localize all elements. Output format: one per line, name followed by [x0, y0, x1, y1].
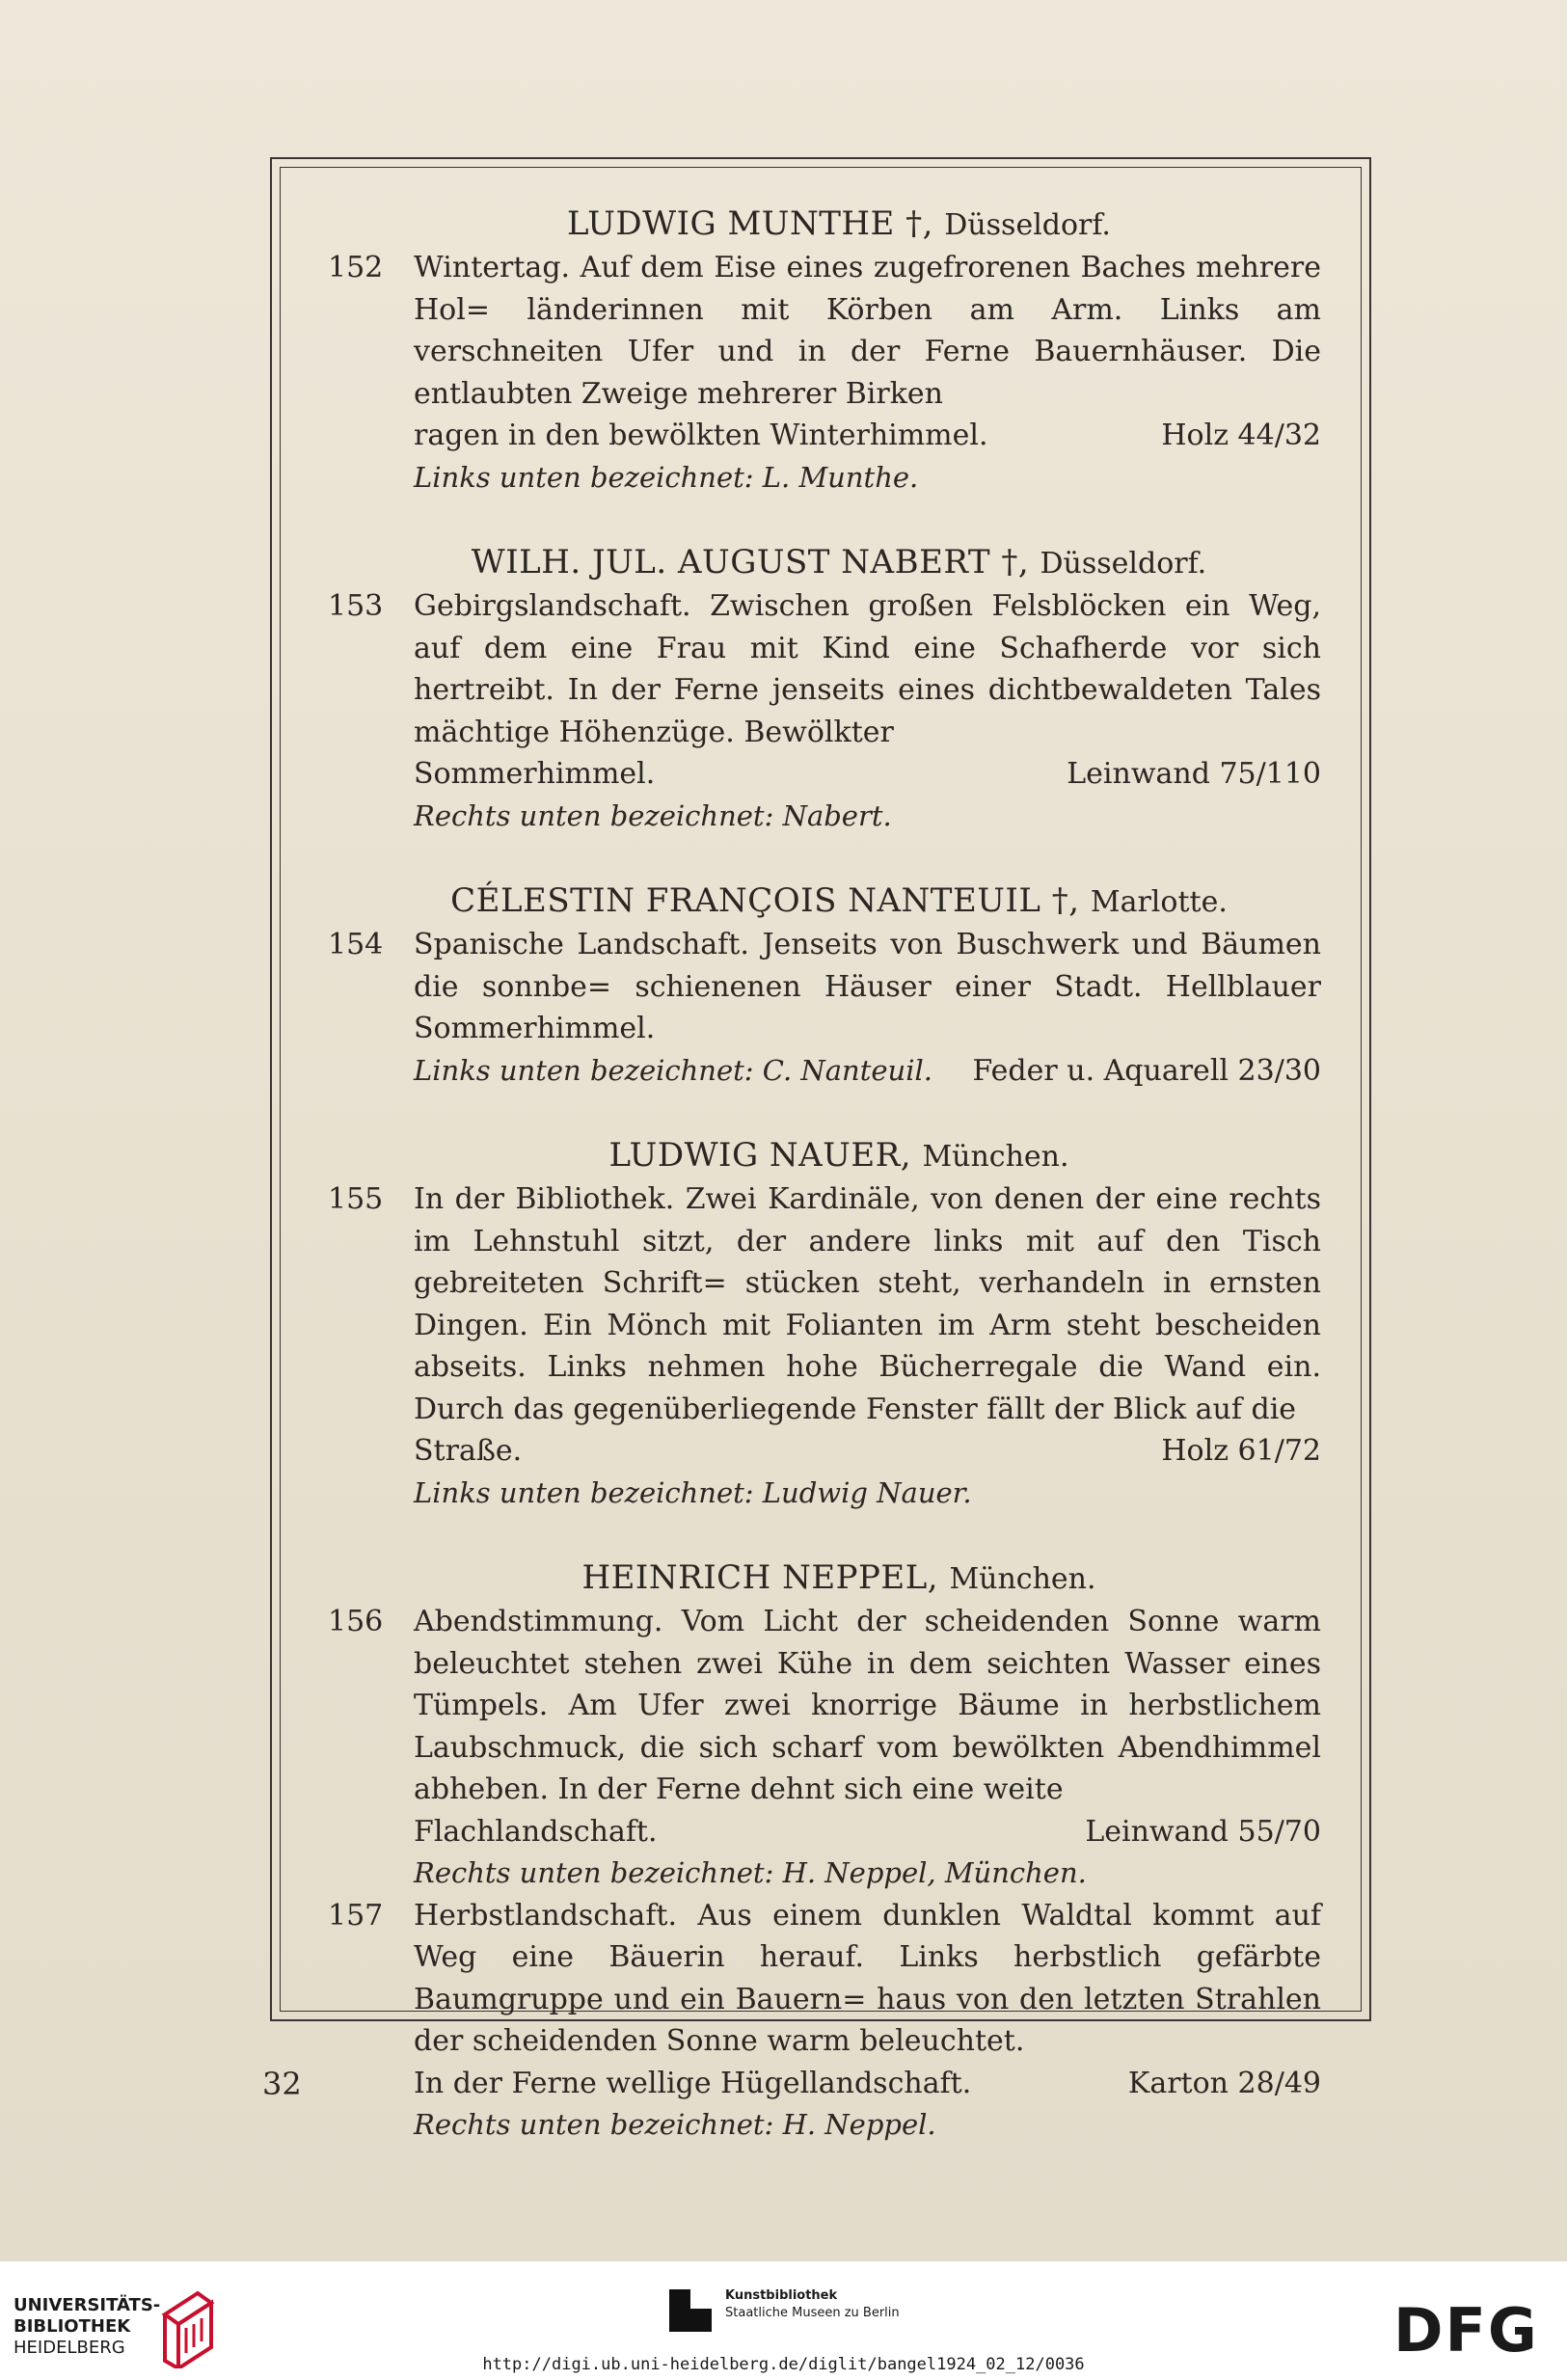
entry-number: 156	[328, 1605, 384, 1638]
entry-signature: Rechts unten bezeichnet: Nabert.	[414, 798, 892, 832]
artist-heading: WILH. JUL. AUGUST NABERT †, Düsseldorf.	[471, 543, 1207, 581]
entry-number: 157	[328, 1898, 384, 1933]
entry-medium-row: Sommerhimmel. Leinwand 75/110	[414, 753, 1321, 796]
entry-description: In der Bibliothek. Zwei Kardinäle, von denen der eine rechts im Lehnstuhl sitzt, der andere links mit auf den Tisch gebreiteten Schrift= stücken steht, verhandeln in ernsten Dingen. Ein Mönch mit Folianten im Arm steht bescheiden abseits. Links nehmen hohe Bücherregale die Wand ein. Durch das gegenüberliegende Fenster fällt der Blick auf die	[414, 1182, 1321, 1426]
page-number: 32	[262, 2066, 302, 2102]
entry-description: Abendstimmung. Vom Licht der scheidenden Sonne warm beleuchtet stehen zwei Kühe in dem seichten Wasser eines Tümpels. Am Ufer zwei knorrige Bäume in herbstlichem Laubschmuck, die sich scharf vom bewölkten Abendhimmel abheben. In der Ferne dehnt sich eine weite	[414, 1605, 1321, 1806]
artist-heading: HEINRICH NEPPEL, München.	[581, 1558, 1096, 1597]
entry-signature: Rechts unten bezeichnet: H. Neppel, München.	[414, 1856, 1087, 1889]
catalog-entry	[318, 1178, 1321, 1514]
source-url[interactable]: http://digi.ub.uni-heidelberg.de/diglit/bangel1924_02_12/0036	[482, 2355, 1085, 2374]
catalog-entry	[318, 924, 1321, 1092]
entry-description: Wintertag. Auf dem Eise eines zugefrorenen Baches mehrere Hol= länderinnen mit Körben am Arm. Links am verschneiten Ufer und in der Ferne Bauernhäuser. Die entlaubten Zweige mehrerer Birken	[414, 251, 1321, 411]
entry-medium: Holz 61/72	[1161, 1434, 1321, 1468]
catalog-entry	[318, 1895, 1321, 2147]
entry-medium-row: Flachlandschaft. Leinwand 55/70	[414, 1811, 1321, 1853]
entry-signature: Links unten bezeichnet: C. Nanteuil.	[414, 1053, 932, 1087]
entry-medium: Karton 28/49	[1127, 2066, 1321, 2100]
kunstbibliothek-logo-icon[interactable]	[665, 2285, 716, 2336]
entry-signature: Rechts unten bezeichnet: H. Neppel.	[414, 2108, 936, 2141]
catalog-entry	[318, 247, 1321, 499]
dfg-logo[interactable]: DFG	[1393, 2295, 1539, 2366]
entry-description: Gebirgslandschaft. Zwischen großen Felsblöcken ein Weg, auf dem eine Frau mit Kind eine Schafherde vor sich hertreibt. In der Ferne jenseits eines dichtbewaldeten Tales mächtige Höhenzüge. Bewölkter	[414, 589, 1321, 749]
entry-medium: Holz 44/32	[1161, 419, 1321, 452]
catalog-entry	[318, 1601, 1321, 1895]
entry-number: 152	[328, 251, 384, 284]
artist-heading: LUDWIG MUNTHE †, Düsseldorf.	[567, 204, 1111, 243]
entry-medium: Leinwand 75/110	[1067, 757, 1321, 791]
entry-medium-row: ragen in den bewölkten Winterhimmel. Holz 44/32	[414, 415, 1321, 457]
entry-medium-row	[414, 1050, 1321, 1093]
ub-heidelberg-logo-text[interactable]: UNIVERSITÄTS- BIBLIOTHEK HEIDELBERG	[14, 2295, 161, 2358]
entry-medium: Feder u. Aquarell 23/30	[972, 1053, 1321, 1088]
kunstbibliothek-logo-text[interactable]: Kunstbibliothek Staatliche Museen zu Berlin	[725, 2288, 900, 2320]
catalog-content	[318, 203, 1321, 2147]
artist-heading: LUDWIG NAUER, München.	[608, 1136, 1069, 1175]
entry-description: Herbstlandschaft. Aus einem dunklen Waldtal kommt auf Weg eine Bäuerin herauf. Links herbstlich gefärbte Baumgruppe und ein Bauern= haus von den letzten Strahlen der scheidenden Sonne warm beleuchtet.	[414, 1898, 1321, 2058]
entry-medium-row: In der Ferne wellige Hügellandschaft. Karton 28/49	[414, 2063, 1321, 2105]
artist-heading: CÉLESTIN FRANÇOIS NANTEUIL †, Marlotte.	[450, 881, 1228, 920]
catalog-entry	[318, 585, 1321, 837]
entry-medium: Leinwand 55/70	[1085, 1814, 1321, 1849]
entry-number: 155	[328, 1182, 384, 1216]
entry-signature: Links unten bezeichnet: Ludwig Nauer.	[414, 1475, 972, 1509]
entry-number: 153	[328, 589, 384, 623]
entry-number: 154	[328, 928, 384, 961]
entry-medium-row: Straße. Holz 61/72	[414, 1430, 1321, 1473]
entry-signature: Links unten bezeichnet: L. Munthe.	[414, 460, 919, 494]
entry-description: Spanische Landschaft. Jenseits von Buschwerk und Bäumen die sonnbe= schienenen Häuser einer Stadt. Hellblauer Sommerhimmel.	[414, 928, 1321, 1045]
